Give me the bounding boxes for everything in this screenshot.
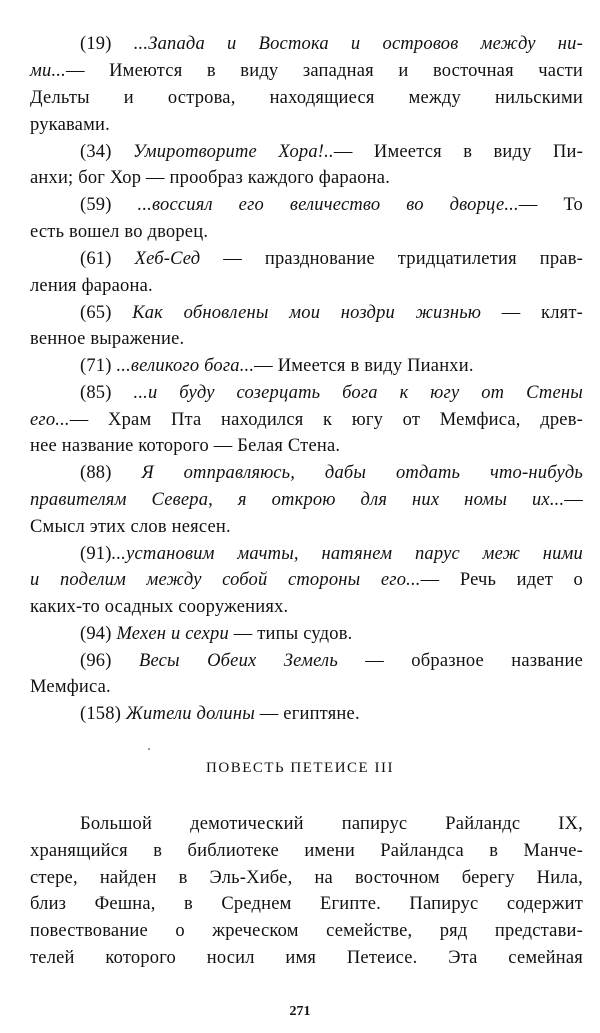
- note-34-line-1: (34) Умиротворите Хора!..— Имеется в виду Пи-: [80, 142, 583, 162]
- note-19-line-4: рукавами.: [30, 115, 110, 135]
- note-85-line-3: нее название которого — Белая Стена.: [30, 436, 341, 456]
- note-71-line-1: (71) ...великого бога...— Имеется в виду Пианхи.: [80, 356, 474, 376]
- note-59-line-2: есть вошел во дворец.: [30, 222, 209, 242]
- note-34-line-2: анхи; бог Хор — прообраз каждого фараона.: [30, 168, 391, 188]
- note-61-line-1: (61) Хеб-Сед — празднование тридцатилетия прав-: [80, 249, 583, 269]
- note-61-line-2: ления фараона.: [30, 276, 153, 296]
- note-88-line-3: Смысл этих слов неясен.: [30, 517, 231, 537]
- note-19-line-1: (19) ...Запада и Востока и островов между ни-: [80, 34, 583, 54]
- note-91-line-2: и поделим между собой стороны его...— Речь идет о: [30, 570, 583, 590]
- note-65-line-2: венное выражение.: [30, 329, 185, 349]
- note-59-line-1: (59) ...воссиял его величество во дворце...— То: [80, 195, 584, 215]
- note-65-line-1: (65) Как обновлены мои ноздри жизнью — клят-: [80, 303, 583, 323]
- note-96-line-2: Мемфиса.: [30, 677, 111, 697]
- note-96-line-1: (96) Весы Обеих Земель — образное название: [80, 651, 583, 671]
- note-19-line-3: Дельты и острова, находящиеся между нильскими: [30, 88, 583, 108]
- note-91-line-1: (91)...установим мачты, натянем парус меж ними: [80, 544, 583, 564]
- note-88-line-2: правителям Севера, я открою для них номы их...—: [30, 490, 583, 510]
- note-94-line-1: (94) Мехен и сехри — типы судов.: [80, 624, 353, 644]
- note-158-line-1: (158) Жители долины — египтяне.: [80, 704, 360, 724]
- note-85-line-2: его...— Храм Пта находился к югу от Мемфиса, древ-: [30, 410, 583, 430]
- note-91-line-3: каких-то осадных сооружениях.: [30, 597, 289, 617]
- body-line-1: Большой демотический папирус Райландс IX,: [80, 814, 583, 834]
- print-speck: [148, 748, 150, 750]
- page-number: 271: [289, 1004, 311, 1019]
- note-85-line-1: (85) ...и буду созерцать бога к югу от Стены: [80, 383, 583, 403]
- note-19-line-2: ми...— Имеются в виду западная и восточная части: [30, 61, 583, 81]
- body-line-5: повествование о жреческом семействе, ряд представи-: [30, 921, 583, 941]
- body-line-3: стере, найден в Эль-Хибе, на восточном берегу Нила,: [30, 868, 583, 888]
- section-heading: ПОВЕСТЬ ПЕТЕИСЕ III: [206, 760, 394, 776]
- note-88-line-1: (88) Я отправляюсь, дабы отдать что-нибудь: [80, 463, 583, 483]
- body-line-4: близ Фешна, в Среднем Египте. Папирус содержит: [30, 894, 583, 914]
- body-line-6: телей которого носил имя Петеисе. Эта семейная: [30, 948, 583, 968]
- body-line-2: хранящийся в библиотеке имени Райландса в Манче-: [30, 841, 583, 861]
